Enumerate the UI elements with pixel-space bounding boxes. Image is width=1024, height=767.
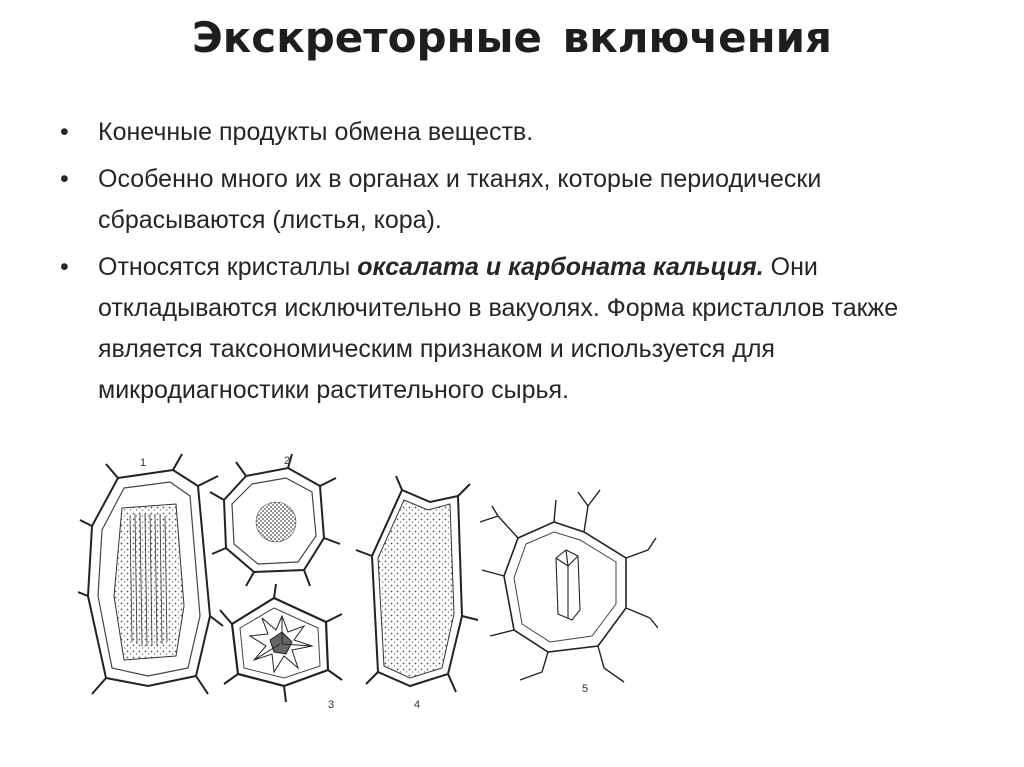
bullet-item [60, 159, 980, 241]
druse-crystal [250, 616, 312, 672]
bullet-text-emphasis: оксалата и карбоната кальция. [357, 253, 764, 281]
figure-3-druse-cell [220, 584, 342, 711]
figure-label-4: 4 [414, 699, 421, 711]
figure-1-raphide-cell [78, 454, 223, 694]
bullet-text: Конечные продукты обмена веществ. [98, 118, 534, 146]
figure-2-sand-cell [210, 454, 340, 586]
slide-title: Экскреторные включения [191, 13, 833, 62]
figure-4-crystal-sand-cell [356, 476, 478, 711]
figure-label-2: 2 [284, 455, 291, 467]
figure-5-prismatic-crystal-cell [480, 490, 658, 695]
figure-label-5: 5 [582, 683, 589, 695]
bullet-text: Особенно много их в органах и тканях, которые периодически сбрасываются (листья, кора). [98, 165, 822, 234]
bullet-text-prefix: Относятся кристаллы [98, 253, 358, 281]
figure-label-1: 1 [140, 457, 147, 469]
crystal-cells-illustration [78, 446, 658, 746]
bullet-marker: • [60, 253, 69, 281]
bullet-item [60, 247, 980, 411]
bullet-marker: • [60, 118, 69, 146]
bullet-item [60, 112, 980, 153]
bullet-marker: • [60, 165, 69, 193]
figure-label-3: 3 [328, 699, 335, 711]
bullet-text-suffix: Они откладываются исключительно в вакуолях. Форма кристаллов также является таксономическим признаком и используется для микродиагностики растительного сырья. [98, 253, 899, 404]
bullet-list [60, 112, 980, 417]
prismatic-crystal [556, 550, 580, 620]
